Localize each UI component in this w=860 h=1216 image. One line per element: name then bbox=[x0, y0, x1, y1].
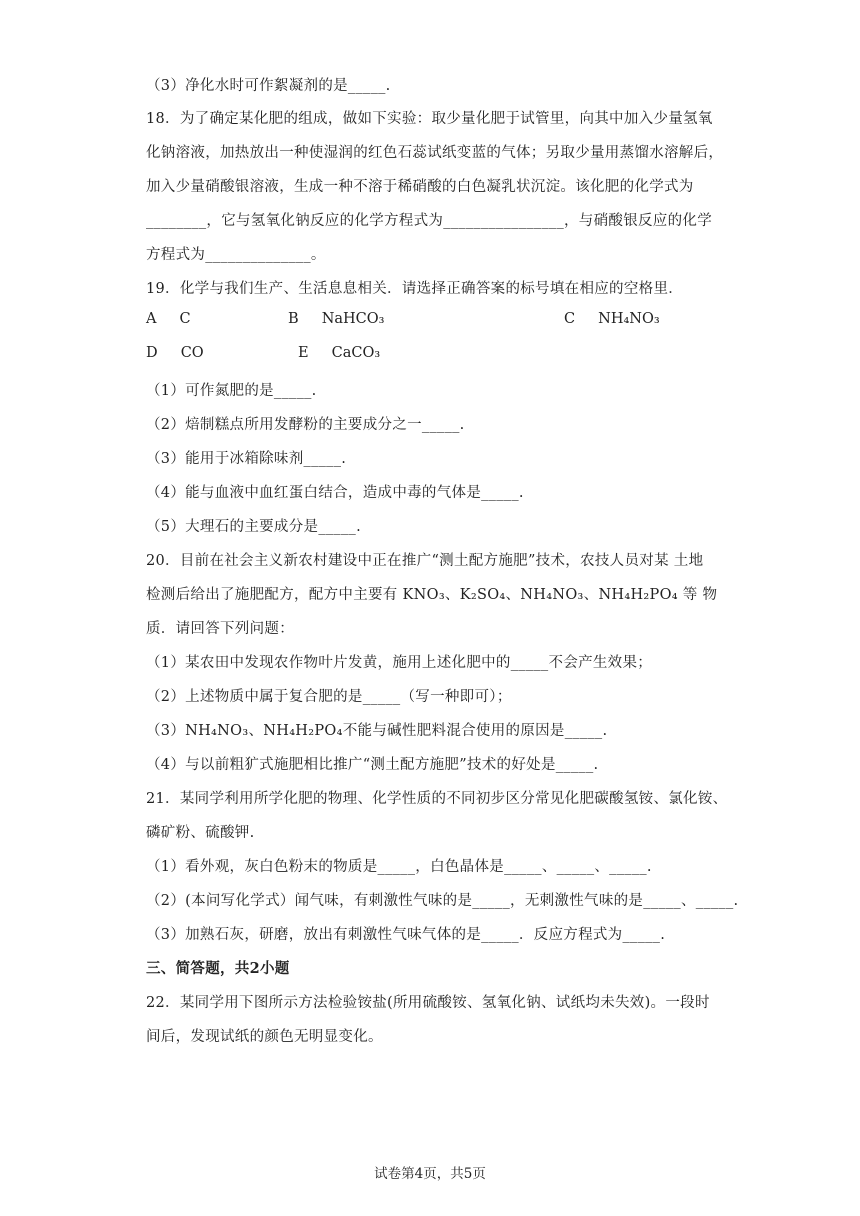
q21-sub1: （1）看外观，灰白色粉末的物质是_____，白色晶体是_____、_____、_____. bbox=[146, 859, 652, 875]
q19-sub5: （5）大理石的主要成分是_____. bbox=[146, 519, 361, 535]
q21-sub3: （3）加熟石灰，研磨，放出有刺激性气味气体的是_____．反应方程式为_____. bbox=[146, 927, 666, 943]
q18-line: ________，它与氢氧化钠反应的化学方程式为________________，与硝酸银反应的化学 bbox=[146, 213, 712, 229]
page-footer: 试卷第4页，共5页 bbox=[374, 1166, 486, 1182]
q19-option-e bbox=[298, 345, 380, 361]
q20-sub1: （1）某农田中发现农作物叶片发黄，施用上述化肥中的_____不会产生效果； bbox=[146, 655, 653, 671]
q18-line: 18．为了确定某化肥的组成，做如下实验：取少量化肥于试管里，向其中加入少量氢氧 bbox=[146, 111, 713, 127]
q22-line: 间后，发现试纸的颜色无明显变化。 bbox=[146, 1029, 383, 1045]
q19-sub2: （2）焙制糕点所用发酵粉的主要成分之一_____. bbox=[146, 417, 465, 433]
q20-line: 检测后给出了施肥配方，配方中主要有 KNO₃、K₂SO₄、NH₄NO₃、NH₄H₂PO₄ 等 物 bbox=[146, 587, 718, 603]
q19-option-b bbox=[288, 311, 384, 327]
option-letter: C bbox=[564, 311, 576, 327]
q20-line: 质．请回答下列问题： bbox=[146, 621, 294, 637]
q19-option-a bbox=[146, 311, 191, 327]
q19-stem: 19．化学与我们生产、生活息息相关．请选择正确答案的标号填在相应的空格里． bbox=[146, 281, 684, 297]
option-text: NaHCO₃ bbox=[321, 311, 385, 327]
q20-sub4: （4）与以前粗犷式施肥相比推广“测土配方施肥”技术的好处是_____. bbox=[146, 757, 599, 773]
q21-line: 21．某同学利用所学化肥的物理、化学性质的不同初步区分常见化肥碳酸氢铵、氯化铵、 bbox=[146, 791, 728, 807]
q19-sub3: （3）能用于冰箱除味剂_____. bbox=[146, 451, 347, 467]
option-letter: D bbox=[146, 345, 158, 361]
option-letter: A bbox=[146, 311, 157, 327]
section-heading: 三、简答题，共2小题 bbox=[146, 960, 290, 977]
q18-line: 方程式为______________。 bbox=[146, 247, 326, 263]
q18-line: 加入少量硝酸银溶液，生成一种不溶于稀硝酸的白色凝乳状沉淀。该化肥的化学式为 bbox=[146, 179, 694, 195]
q21-sub2: （2）(本问写化学式）闻气味，有刺激性气味的是_____，无刺激性气味的是_____、_____. bbox=[146, 893, 739, 909]
q22-line: 22．某同学用下图所示方法检验铵盐(所用硫酸铵、氢氧化钠、试纸均未失效)。一段时 bbox=[146, 995, 710, 1011]
option-letter: E bbox=[298, 345, 309, 361]
q21-line: 磷矿粉、硫酸钾. bbox=[146, 825, 255, 841]
q19-sub4: （4）能与血液中血红蛋白结合，造成中毒的气体是_____. bbox=[146, 485, 524, 501]
option-letter: B bbox=[288, 311, 299, 327]
q20-line: 20．目前在社会主义新农村建设中正在推广“测土配方施肥”技术，农技人员对某 土地 bbox=[146, 553, 704, 569]
q19-option-c bbox=[564, 311, 660, 327]
q19-option-d bbox=[146, 345, 204, 361]
q20-sub2: （2）上述物质中属于复合肥的是_____（写一种即可）； bbox=[146, 689, 512, 705]
option-text: CO bbox=[180, 345, 204, 361]
q17-sub3: （3）净化水时可作絮凝剂的是_____. bbox=[146, 78, 391, 94]
option-text: CaCO₃ bbox=[331, 345, 381, 361]
q18-line: 化钠溶液，加热放出一种使湿润的红色石蕊试纸变蓝的气体；另取少量用蒸馏水溶解后， bbox=[146, 145, 724, 161]
q20-sub3: （3）NH₄NO₃、NH₄H₂PO₄不能与碱性肥料混合使用的原因是_____. bbox=[146, 723, 608, 739]
option-text: C bbox=[179, 311, 191, 327]
q19-sub1: （1）可作氮肥的是_____. bbox=[146, 383, 317, 399]
option-text: NH₄NO₃ bbox=[598, 311, 660, 327]
